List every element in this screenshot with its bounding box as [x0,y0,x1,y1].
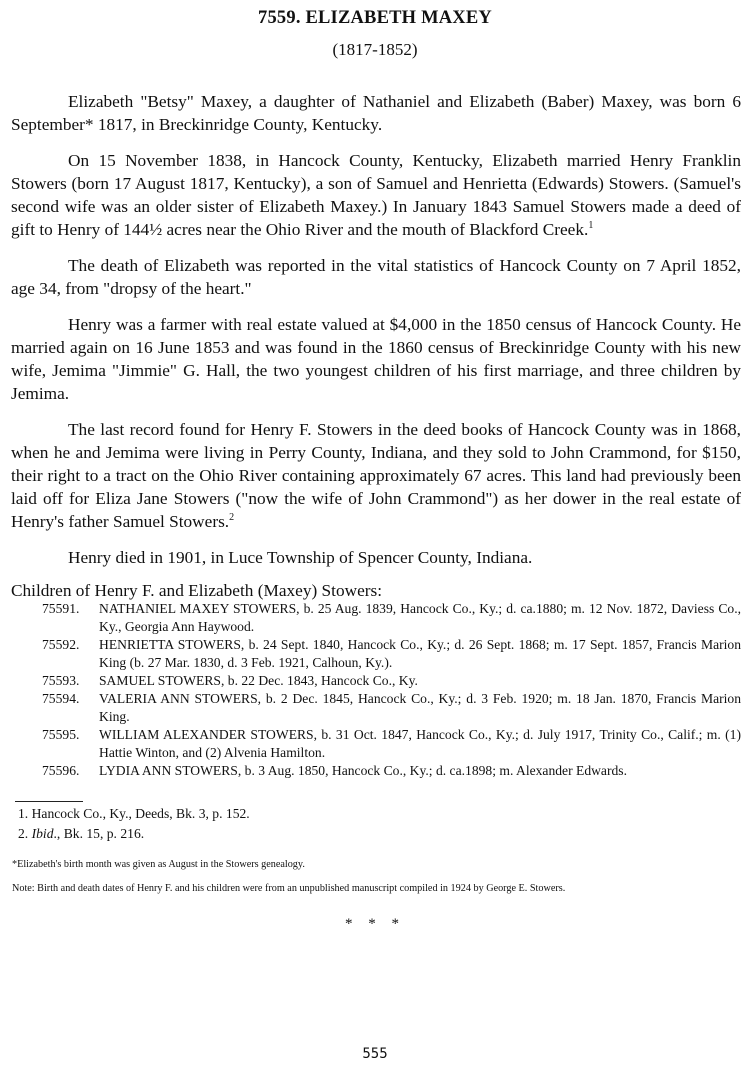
footnote-2 [18,824,738,844]
footnote-divider [15,801,83,802]
children-heading: Children of Henry F. and Elizabeth (Maxey) Stowers: [11,581,383,600]
paragraph-marriage [11,149,741,241]
child-entry: NATHANIEL MAXEY STOWERS, b. 25 Aug. 1839, Hancock Co., Ky.; d. ca.1880; m. 12 Nov. 1872, Daviess Co., Ky., Georgia Ann Haywood. [99,601,741,634]
paragraph-deed-text: The last record found for Henry F. Stowers in the deed books of Hancock County was in 1868, when he and Jemima were living in Perry County, Indiana, and they sold to John Crammond, for $150, their right to a tract on the Ohio River containing approximately 67 acres. This land had previously been laid off for Eliza Jane Stowers ("now the wife of John Crammond") as her dower in the real estate of Henry's father Samuel Stowers. [11,420,741,531]
section-separator: * * * [345,916,405,932]
birth-month-note: *Elizabeth's birth month was given as August in the Stowers genealogy. [12,859,305,870]
paragraph-marriage-text: On 15 November 1838, in Hancock County, Kentucky, Elizabeth married Henry Franklin Stowers (born 17 August 1817, Kentucky), a son of Samuel and Henrietta (Edwards) Stowers. (Samuel's second wife was an older sister of Elizabeth Maxey.) In January 1843 Samuel Stowers made a deed of gift to Henry of 144½ acres near the Ohio River and the mouth of Blackford Creek. [11,151,741,239]
list-item [11,672,741,690]
footnote-2-ibid: Ibid [31,826,54,841]
notes [12,858,744,906]
child-number: 75596. [42,763,80,778]
list-item [11,762,741,780]
paragraph-birth: Elizabeth "Betsy" Maxey, a daughter of Nathaniel and Elizabeth (Baber) Maxey, was born 6 September* 1817, in Breckinridge County, Kentucky. [11,92,741,134]
child-number: 75595. [42,727,80,742]
child-number: 75593. [42,673,80,688]
list-item [11,636,741,672]
child-number: 75594. [42,691,80,706]
child-entry: VALERIA ANN STOWERS, b. 2 Dec. 1845, Hancock Co., Ky.; d. 3 Feb. 1920; m. 18 Jan. 1870, Francis Marion King. [99,691,741,724]
paragraph-census: Henry was a farmer with real estate valued at $4,000 in the 1850 census of Hancock County. He married again on 16 June 1853 and was found in the 1860 census of Breckinridge County with his new wife, Jemima "Jimmie" G. Hall, the two youngest children of his first marriage, and three children by Jemima. [11,315,741,403]
footnotes [18,804,738,844]
child-number: 75592. [42,637,80,652]
paragraph-henry-death: Henry died in 1901, in Luce Township of Spencer County, Indiana. [68,548,533,567]
paragraph-death: The death of Elizabeth was reported in the vital statistics of Hancock County on 7 April 1852, age 34, from "dropsy of the heart." [11,256,741,298]
list-item [11,726,741,762]
source-note: Note: Birth and death dates of Henry F. and his children were from an unpublished manuscript compiled in 1924 by George E. Stowers. [12,883,566,894]
biography-body [11,90,741,582]
list-item [11,600,741,636]
life-dates: (1817-1852) [332,40,418,59]
footnote-ref-2: 2 [229,512,235,524]
footnote-2-number: 2. [18,826,29,841]
child-entry: WILLIAM ALEXANDER STOWERS, b. 31 Oct. 1847, Hancock Co., Ky.; d. July 1917, Trinity Co., Calif.; m. (1) Hattie Winton, and (2) Alvenia Hamilton. [99,727,741,760]
footnote-2-citation: ., Bk. 15, p. 216. [53,826,145,841]
child-entry: LYDIA ANN STOWERS, b. 3 Aug. 1850, Hancock Co., Ky.; d. ca.1898; m. Alexander Edwards. [99,763,627,778]
page-title: 7559. ELIZABETH MAXEY [258,8,492,28]
children-list [11,600,741,780]
list-item [11,690,741,726]
child-entry: HENRIETTA STOWERS, b. 24 Sept. 1840, Hancock Co., Ky.; d. 26 Sept. 1868; m. 17 Sept. 1857, Francis Marion King (b. 27 Mar. 1830, d. 3 Feb. 1921, Calhoun, Ky.). [99,637,741,670]
page-number: 555 [362,1046,388,1062]
child-number: 75591. [42,601,80,616]
footnote-1: 1. Hancock Co., Ky., Deeds, Bk. 3, p. 152. [18,806,250,821]
footnote-ref-1: 1 [588,220,594,232]
child-entry: SAMUEL STOWERS, b. 22 Dec. 1843, Hancock Co., Ky. [99,673,418,688]
paragraph-deed [11,418,741,533]
